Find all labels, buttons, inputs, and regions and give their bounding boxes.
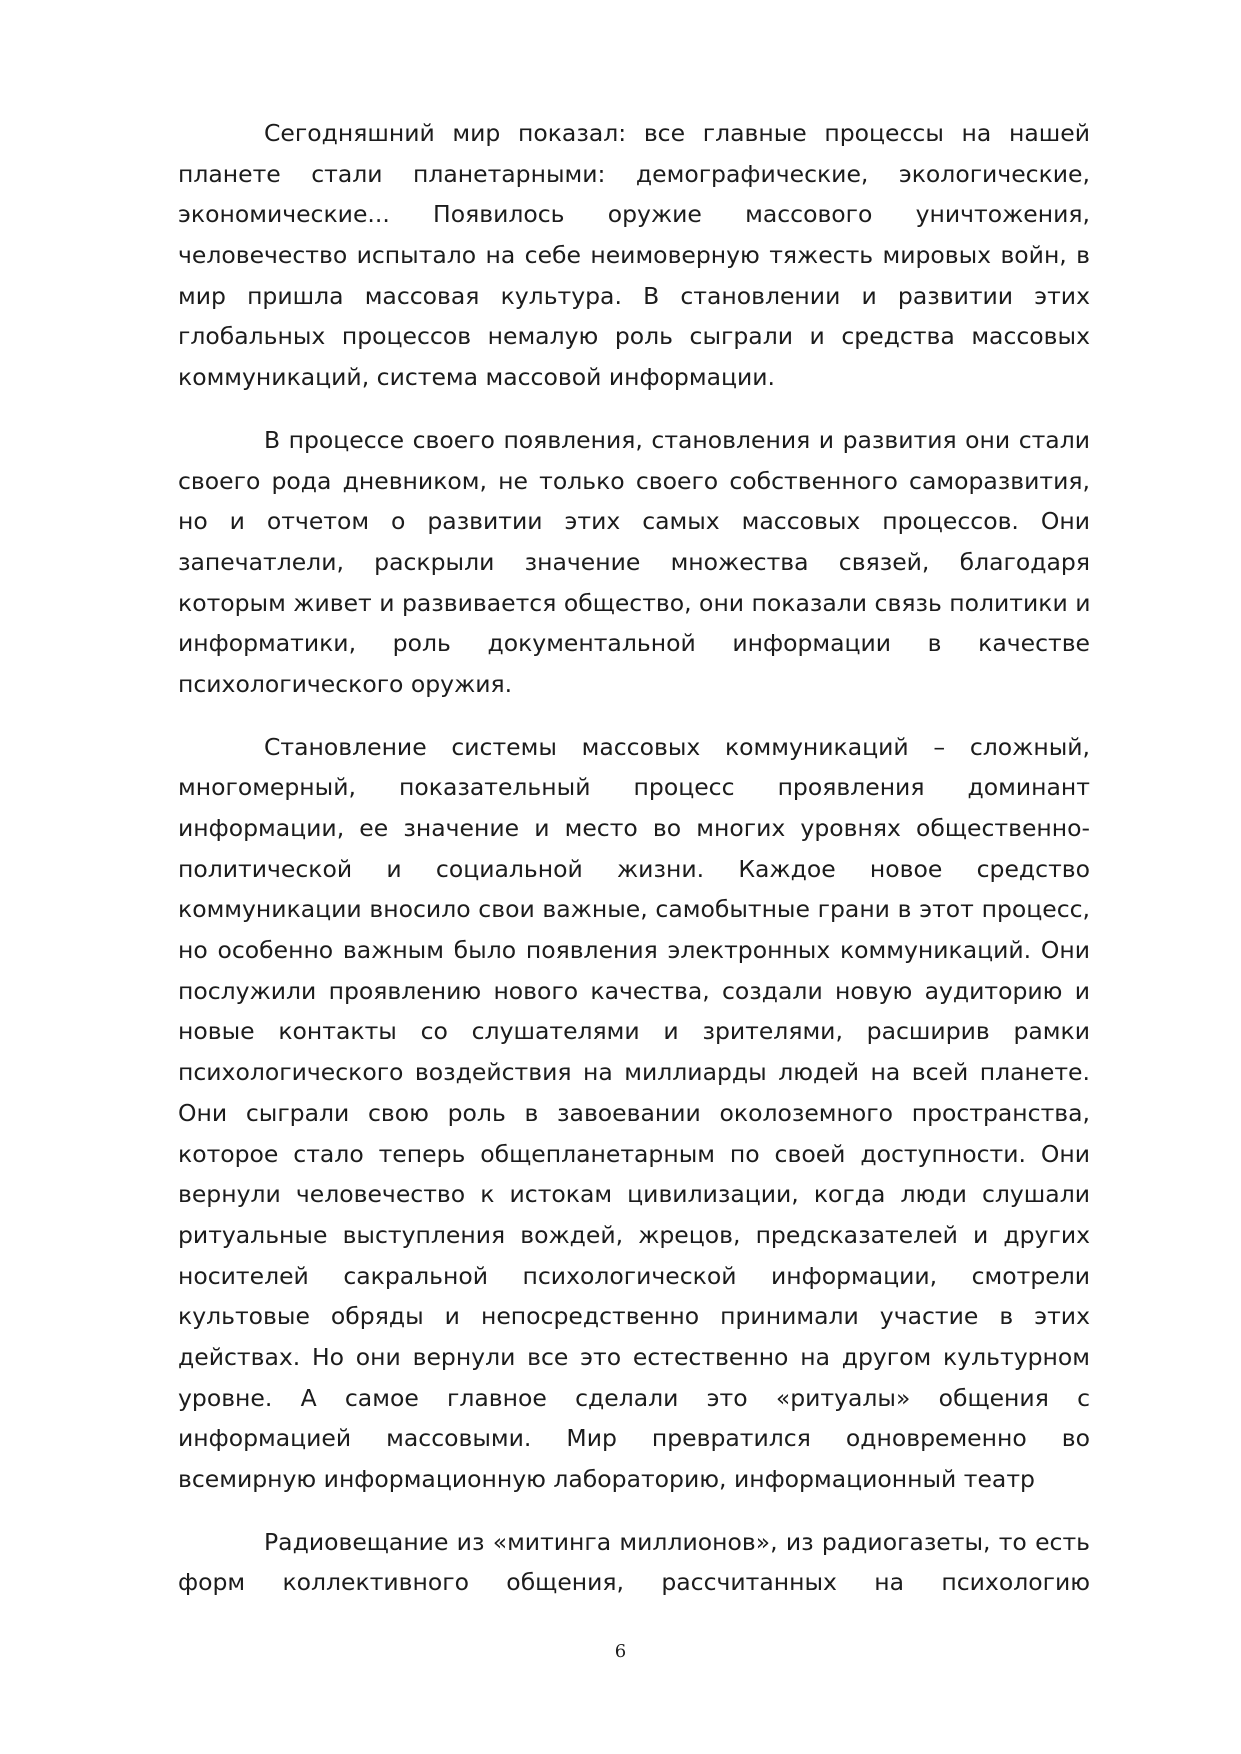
paragraph-line: всемирную информационную лабораторию, информационный театр (178, 1465, 1035, 1493)
paragraph-line: которое стало теперь общепланетарным по своей доступности. Они (178, 1139, 1090, 1168)
paragraph-line: носителей сакральной психологической информации, смотрели (178, 1261, 1090, 1290)
paragraph-line: человечество испытало на себе неимоверную тяжесть мировых войн, в (178, 241, 1090, 270)
paragraph-line: В процессе своего появления, становления и развития они стали (264, 425, 1090, 454)
paragraph-line: новые контакты со слушателями и зрителями, расширив рамки (178, 1017, 1090, 1046)
paragraph-line: мир пришла массовая культура. В становлении и развитии этих (178, 281, 1090, 310)
paragraph-line: своего рода дневником, не только своего собственного саморазвития, (178, 466, 1090, 495)
paragraph-3 (178, 727, 1090, 1500)
paragraph-line: но и отчетом о развитии этих самых массовых процессов. Они (178, 507, 1090, 536)
paragraph-4 (178, 1522, 1090, 1603)
paragraph-line: Они сыграли свою роль в завоевании околоземного пространства, (178, 1098, 1090, 1127)
paragraph-line: психологического воздействия на миллиарды людей на всей планете. (178, 1058, 1090, 1087)
paragraph-line: Радиовещание из «митинга миллионов», из радиогазеты, то есть (264, 1527, 1090, 1556)
paragraph-line: информации, ее значение и место во многих уровнях общественно- (178, 814, 1090, 842)
paragraph-line: коммуникации вносило свои важные, самобытные грани в этот процесс, (178, 895, 1090, 924)
paragraph-line: которым живет и развивается общество, они показали связь политики и (178, 588, 1090, 617)
paragraph-line: коммуникаций, система массовой информации. (178, 363, 775, 392)
paragraph-line: вернули человечество к истокам цивилизации, когда люди слушали (178, 1180, 1090, 1209)
paragraph-line: Сегодняшний мир показал: все главные процессы на нашей (264, 119, 1090, 147)
paragraph-line: информатики, роль документальной информации в качестве (178, 629, 1090, 658)
paragraph-line: глобальных процессов немалую роль сыграли и средства массовых (178, 322, 1090, 351)
paragraph-line: Становление системы массовых коммуникаций – сложный, (264, 732, 1090, 761)
paragraph-line: информацией массовыми. Мир превратился одновременно во (178, 1424, 1090, 1453)
paragraph-line: планете стали планетарными: демографические, экологические, (178, 159, 1090, 188)
paragraph-line: форм коллективного общения, рассчитанных на психологию (178, 1568, 1090, 1597)
page-number: 6 (614, 1641, 627, 1662)
paragraph-line: действах. Но они вернули все это естественно на другом культурном (178, 1342, 1090, 1371)
paragraph-line: психологического оружия. (178, 669, 513, 698)
paragraph-line: запечатлели, раскрыли значение множества связей, благодаря (178, 547, 1090, 576)
body-text (178, 113, 1090, 1625)
paragraph-2 (178, 420, 1090, 705)
paragraph-line: экономические... Появилось оружие массового уничтожения, (178, 200, 1090, 229)
paragraph-line: политической и социальной жизни. Каждое новое средство (178, 854, 1090, 883)
paragraph-line: но особенно важным было появления электронных коммуникаций. Они (178, 936, 1090, 965)
paragraph-line: ритуальные выступления вождей, жрецов, предсказателей и других (178, 1220, 1090, 1249)
paragraph-line: многомерный, показательный процесс проявления доминант (178, 773, 1090, 802)
paragraph-line: уровне. А самое главное сделали это «ритуалы» общения с (178, 1383, 1090, 1412)
paragraph-line: культовые обряды и непосредственно принимали участие в этих (178, 1302, 1090, 1331)
paragraph-line: послужили проявлению нового качества, создали новую аудиторию и (178, 976, 1090, 1005)
paragraph-1 (178, 113, 1090, 398)
